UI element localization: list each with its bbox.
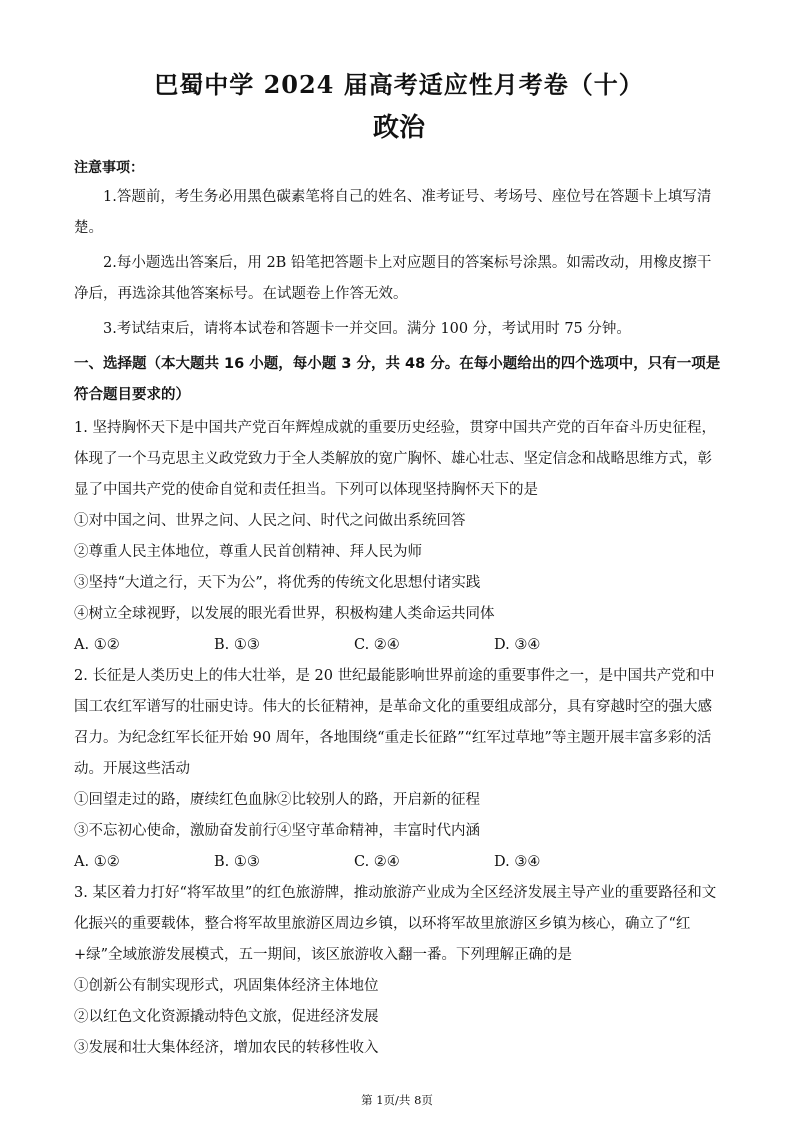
question-2-statements-1-2: ①回望走过的路，赓续红色血脉②比较别人的路，开启新的征程 [74,792,480,808]
question-2-option-b: B. ①③ [214,854,260,870]
question-2-stem: 2. 长征是人类历史上的伟大壮举，是 20 世纪最能影响世界前途的重要事件之一，是中国共产党和中国工农红军谱写的壮丽史诗。伟大的长征精神，是革命文化的重要组成部分，具有穿越时空的强大感召力。为纪念红军长征开始 90 周年，各地围绕“重走长征路”“红军过草地”等主题开展丰富多彩的活动。开展这些活动 [74,668,715,777]
notice-item-2: 2.每小题选出答案后，用 2B 铅笔把答题卡上对应题目的答案标号涂黑。如需改动，用橡皮擦干净后，再选涂其他答案标号。在试题卷上作答无效。 [74,255,712,302]
question-1-option-c: C. ②④ [354,637,400,653]
question-1-stem: 1. 坚持胸怀天下是中国共产党百年辉煌成就的重要历史经验，贯穿中国共产党的百年奋斗历史征程，体现了一个马克思主义政党致力于全人类解放的宽广胸怀、雄心壮志、坚定信念和战略思维方式，彰显了中国共产党的使命自觉和责任担当。下列可以体现坚持胸怀天下的是 [74,420,716,498]
subject-title: 政治 [372,113,425,143]
question-3-stem: 3. 某区着力打好“将军故里”的红色旅游牌，推动旅游产业成为全区经济发展主导产业的重要路径和文化振兴的重要载体，整合将军故里旅游区周边乡镇，以环将军故里旅游区乡镇为核心，确立了“红+绿”全域旅游发展模式，五一期间，该区旅游收入翻一番。下列理解正确的是 [74,885,717,963]
question-1-option-a: A. ①② [74,637,120,653]
question-3-statement-3: ③发展和壮大集体经济，增加农民的转移性收入 [74,1040,379,1056]
notice-item-1: 1.答题前，考生务必用黑色碳素笔将自己的姓名、准考证号、考场号、座位号在答题卡上填写清楚。 [74,189,712,236]
question-1-option-b: B. ①③ [214,637,260,653]
notice-item-3: 3.考试结束后，请将本试卷和答题卡一并交回。满分 100 分，考试用时 75 分钟。 [103,321,631,337]
question-1-options [74,630,724,661]
question-1-statement-1: ①对中国之问、世界之问、人民之问、时代之问做出系统回答 [74,513,466,529]
question-2-statements-3-4: ③不忘初心使命，激励奋发前行④坚守革命精神，丰富时代内涵 [74,823,480,839]
question-1-option-d: D. ③④ [494,637,541,653]
question-2-options [74,847,724,878]
section-heading: 一、选择题（本大题共 16 小题，每小题 3 分，共 48 分。在每小题给出的四个选项中，只有一项是符合题目要求的） [74,356,721,403]
question-2-option-c: C. ②④ [354,854,400,870]
question-2-option-a: A. ①② [74,854,120,870]
question-3-statement-2: ②以红色文化资源撬动特色文旅，促进经济发展 [74,1009,379,1025]
page-number: 第 1页/共 8页 [361,1093,433,1107]
exam-title: 巴蜀中学 2024 届高考适应性月考卷（十） [154,70,644,99]
question-2-option-d: D. ③④ [494,854,541,870]
notice-heading: 注意事项： [74,160,144,176]
question-1-statement-2: ②尊重人民主体地位，尊重人民首创精神、拜人民为师 [74,544,422,560]
exam-page [74,0,724,1064]
question-1-statement-4: ④树立全球视野，以发展的眼光看世界，积极构建人类命运共同体 [74,606,495,622]
question-1-statement-3: ③坚持“大道之行，天下为公”，将优秀的传统文化思想付诸实践 [74,575,481,591]
question-3-statement-1: ①创新公有制实现形式，巩固集体经济主体地位 [74,978,379,994]
